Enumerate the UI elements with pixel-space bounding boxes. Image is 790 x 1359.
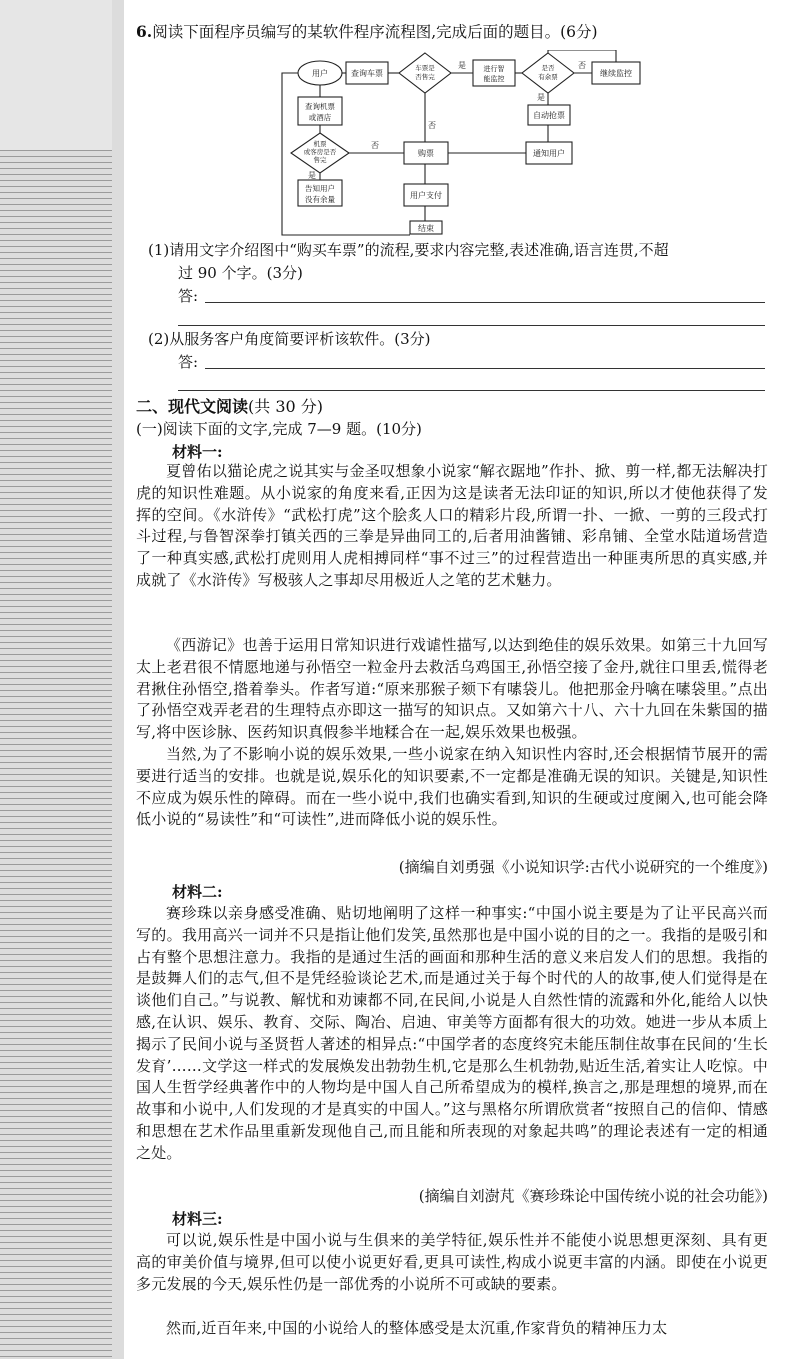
material-2-heading: 材料二: [172,883,223,901]
flow-smart-monitor-label-1: 进行智 [483,65,505,73]
flow-remaining-label-1: 是否 [541,64,555,72]
material-1-paragraph-2: 《西游记》也善于运用日常知识进行戏谑性描写,以达到绝佳的娱乐效果。如第三十九回写太上老君很不情愿地递与孙悟空一粒金丹去救活乌鸡国王,孙悟空接了金丹,就往口里丢,慌得老君揪住孙悟空,揝着拳头。作者写道:“原来那猴子颏下有嗉袋儿。他把那金丹噙在嗉袋里。”点出了孙悟空戏弄老君的生理特点亦即这一描写的知识点。又如第六十八、六十九回在朱紫国的描写,将中医诊脉、医药知识真假参半地糅合在一起,娱乐效果也极强。 [136,636,768,742]
flow-no1-label: 否 [578,61,586,70]
flow-query-hotel-label-2: 或酒店 [308,113,332,122]
material-1-heading: 材料一: [172,443,223,461]
flow-sold-out-label-1: 车票是 [415,64,435,72]
sub-question-2: (2)从服务客户角度简要评析该软件。(3分) [148,330,431,348]
material-2-paragraph-1: 赛珍珠以亲身感受准确、贴切地阐明了这样一种事实:“中国小说主要是为了让平民高兴而写的。我用高兴一词并不只是指让他们发笑,虽然那也是中国小说的目的之一。我指的是吸引和占有整个思想注意力。我指的是通过生活的画面和那种生活的意义来启发人们的思想。我指的是鼓舞人们的志气,但不是凭经验谈论艺术,而是通过关于每个时代的人的故事,使人们觉得是在谈他们自己。”与说教、解忧和劝谏都不同,在民间,小说是人自然性情的流露和外化,能给人以快感,在认识、娱乐、教育、交际、陶冶、启迪、审美等方面都有很大的功效。她进一步从本质上揭示了民间小说与圣贤哲人著述的相异点:“中国学者的态度终究未能压制住故事在民间的‘生长发育’……文学这一样式的发展焕发出勃勃生机,它是那么生机勃勃,贴近生活,着实让人吃惊。中国人生哲学经典著作中的人物均是中国人自己所希望成为的模样,换言之,那是理想的境界,而在故事和小说中,人们发现的才是真实的中国人。”这与黑格尔所谓欣赏者“按照自己的信仰、情感和思想在艺术作品里重新发现他自己,而且能和所表现的对象起共鸣”的理论表述有一定的相通之处。 [136,904,768,1162]
flow-smart-monitor-label-2: 能监控 [483,75,505,83]
flow-no2-label: 否 [428,121,436,130]
flow-query-ticket-label: 查询车票 [351,69,383,78]
answer-line-2b[interactable] [178,390,765,391]
flow-user-label: 用户 [312,69,328,78]
question-number: 6. [136,22,153,41]
section-2-title [136,394,323,417]
part-1-instruction: (一)阅读下面的文字,完成 7—9 题。(10分) [136,420,422,438]
material-1-paragraph-1: 夏曾佑以猫论虎之说其实与金圣叹想象小说家“解衣踞地”作扑、掀、剪一样,都无法解决打虎的知识性难题。从小说家的角度来看,正因为这是读者无法印证的知识,所以才使他获得了发挥的空间。《水浒传》“武松打虎”这个脍炙人口的精彩片段,所谓一扑、一掀、一剪的三段式打斗过程,与鲁智深拳打镇关西的三拳是异曲同工的,后者用油酱铺、彩帛铺、全堂水陆道场营造了一种真实感,武松打虎则用人虎相搏同样“事不过三”的过程营造出一种匪夷所思的真实感,并成就了《水浒传》写极骇人之事却尽用极近人之笔的艺术魅力。 [136,462,768,589]
answer-line-2a[interactable] [205,368,765,369]
flow-notify-user-label: 通知用户 [533,149,565,158]
flow-no3-label: 否 [371,141,379,150]
material-2-source: (摘编自刘澍芃《赛珍珠论中国传统小说的社会功能》) [418,1187,768,1205]
flow-remaining-label-2: 有余票 [538,73,558,81]
flow-hotel-label-1: 机票 [313,140,327,148]
flow-query-hotel-label-1: 查询机票 [305,102,335,111]
flow-hotel-label-3: 售完 [313,156,327,164]
material-3-paragraph-1: 可以说,娱乐性是中国小说与生俱来的美学特征,娱乐性并不能使小说思想更深刻、具有更高的审美价值与境界,但可以使小说更好看,更具可读性,构成小说更丰富的内涵。即使在小说更多元发展的今天,娱乐性仍是一部优秀的小说所不可或缺的要素。 [136,1231,768,1293]
flow-yes3-label: 是 [308,171,316,180]
answer-label-2: 答: [178,353,199,371]
material-3-paragraph-2: 然而,近百年来,中国的小说给人的整体感受是太沉重,作家背负的精神压力太 [166,1319,668,1337]
flow-buy-ticket-label: 购票 [418,149,434,158]
flow-user-pay-label: 用户支付 [410,191,442,200]
flow-yes1-label: 是 [458,61,466,70]
flow-yes2-label: 是 [537,93,545,102]
flow-auto-grab-label: 自动抢票 [533,111,565,120]
flow-inform-user-label-1: 告知用户 [305,184,335,193]
question-prompt: 阅读下面程序员编写的某软件程序流程图,完成后面的题目。(6分) [152,23,598,41]
flowchart [270,50,770,240]
answer-line-1b[interactable] [178,325,765,326]
flow-continue-monitor-label: 继续监控 [600,69,632,78]
material-3-heading: 材料三: [172,1210,223,1228]
flow-end-label: 结束 [418,224,434,233]
material-1-paragraph-3: 当然,为了不影响小说的娱乐效果,一些小说家在纳入知识性内容时,还会根据情节展开的需要进行适当的安排。也就是说,娱乐化的知识要素,不一定都是准确无误的知识。关键是,知识性不应成为娱乐性的障碍。而在一些小说中,我们也确实看到,知识的生硬或过度阑入,也可能会降低小说的“易读性”和“可读性”,进而降低小说的娱乐性。 [136,745,768,829]
flow-inform-user-label-2: 没有余量 [305,195,335,204]
answer-label-1: 答: [178,287,199,305]
margin-blank [0,0,112,150]
sub-question-1-line2: 过 90 个字。(3分) [178,264,303,282]
section-2-points: (共 30 分) [248,397,324,416]
flow-hotel-label-2: 或客房是否 [303,148,337,156]
sub-question-1-line1: (1)请用文字介绍图中“购买车票”的流程,要求内容完整,表述准确,语言连贯,不超 [148,241,669,259]
flow-sold-out-label-2: 否售完 [415,73,435,81]
section-2-title-text: 二、现代文阅读 [136,397,249,416]
page-margin-strip [0,0,112,1359]
answer-line-1a[interactable] [205,302,765,303]
question-6-heading [136,20,598,42]
material-1-source: (摘编自刘勇强《小说知识学:古代小说研究的一个维度》) [398,858,768,876]
